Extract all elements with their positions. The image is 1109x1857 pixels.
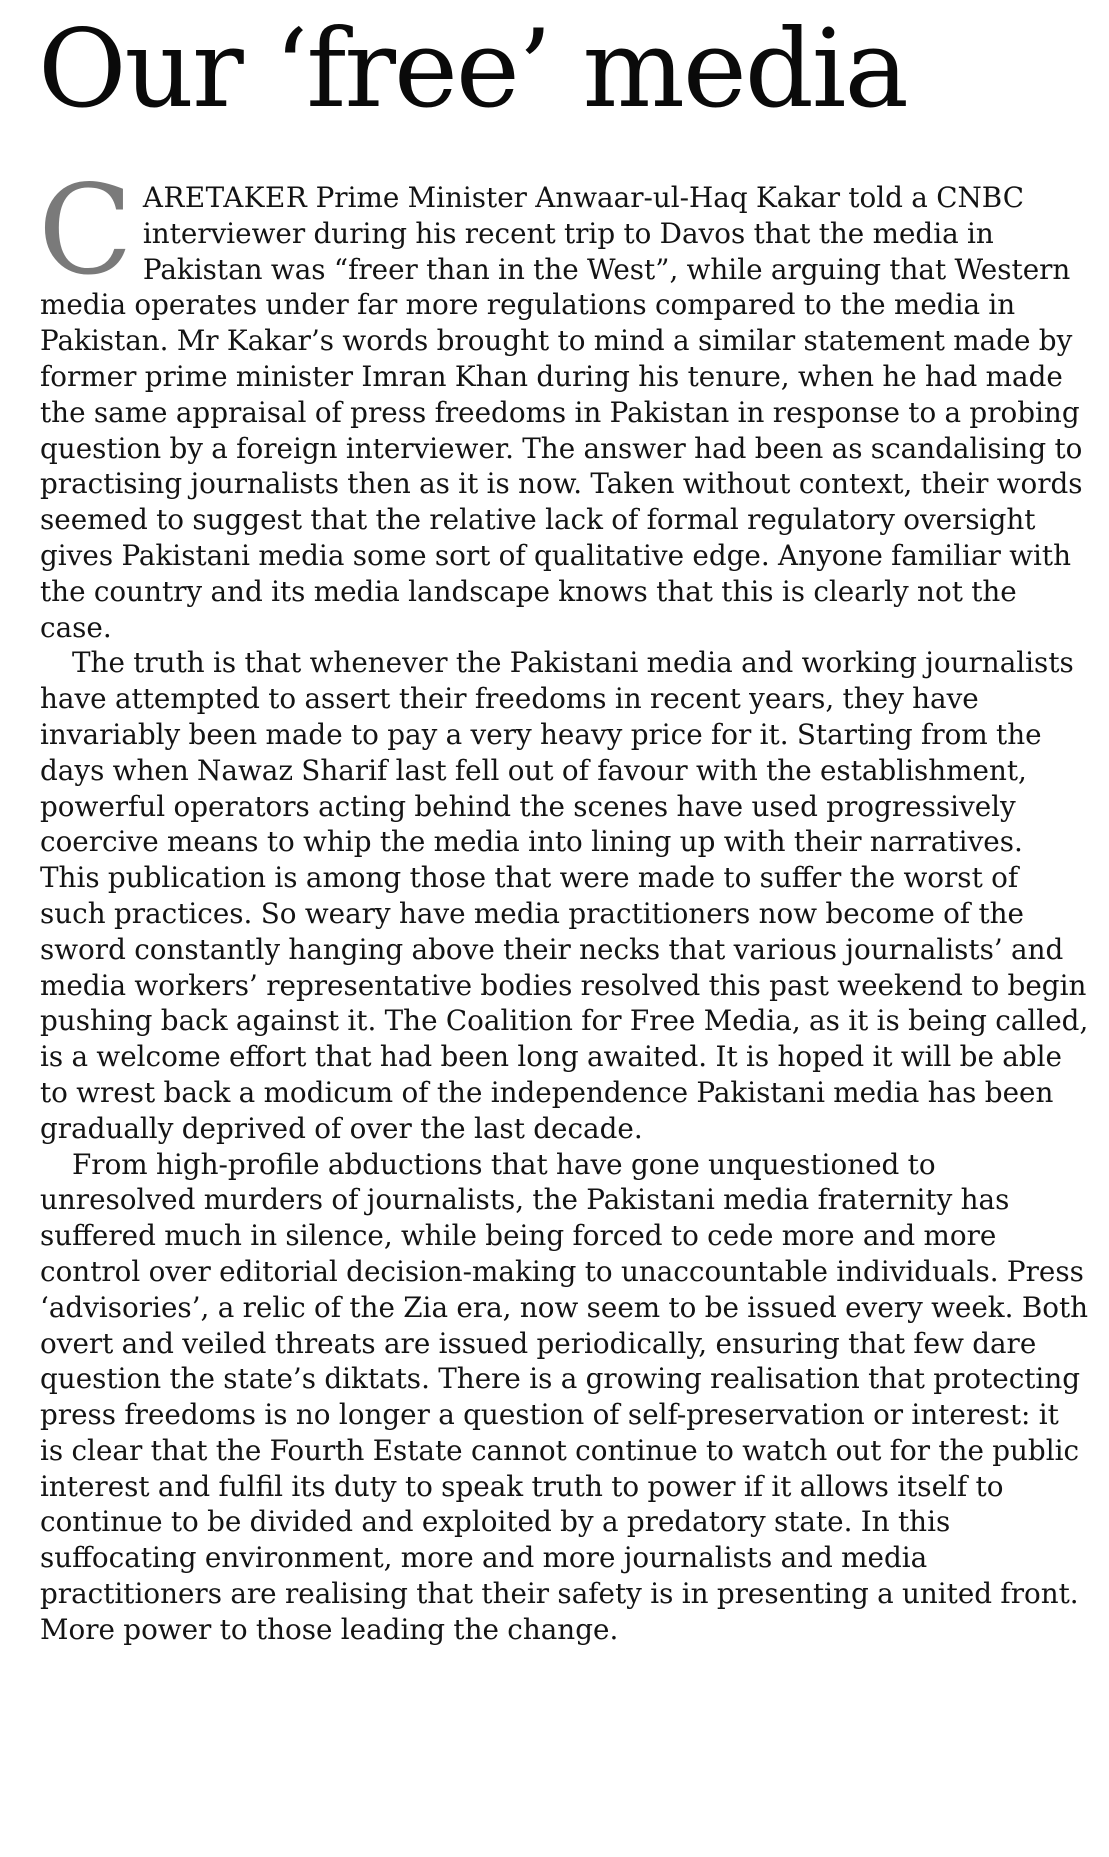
paragraph-3: From high-profile abductions that have gone unquestioned to unresolved murders of journalists, the Pakistani media fraternity has suffered much in silence, while being forced to cede more and more control over editorial decision-making to unaccountable individuals. Press ‘advisories’, a relic of the Zia era, now seem to be issued every week. Both overt and veiled threats are issued periodically, ensuring that few dare question the state’s diktats. There is a growing realisation that protecting press freedoms is no longer a question of self-preservation or interest: it is clear that the Fourth Estate cannot continue to watch out for the public interest and fulfil its duty to speak truth to power if it allows itself to continue to be divided and exploited by a predatory state. In this suffocating environment, more and more journalists and media practitioners are realising that their safety is in presenting a united front. More power to those leading the change. xyxy=(40,1147,1089,1646)
paragraph-2: The truth is that whenever the Pakistani media and working journalists have attempted to assert their freedoms in recent years, they have invariably been made to pay a very heavy price for it. Starting from the days when Nawaz Sharif last fell out of favour with the establishment, powerful operators acting behind the scenes have used progressively coercive means to whip the media into lining up with their narratives. This publication is among those that were made to suffer the worst of such practices. So weary have media practitioners now become of the sword constantly hanging above their necks that various journalists’ and media workers’ representative bodies resolved this past weekend to begin pushing back against it. The Coalition for Free Media, as it is being called, is a welcome effort that had been long awaited. It is hoped it will be able to wrest back a modicum of the independence Pakistani media has been gradually deprived of over the last decade. xyxy=(40,646,1089,1145)
lead-in-caps: ARETAKER xyxy=(142,181,308,214)
editorial-article xyxy=(38,0,1090,1646)
article-body xyxy=(38,159,1090,1648)
headline: Our ‘free’ media xyxy=(38,7,907,132)
drop-cap: C xyxy=(38,159,133,303)
paragraph-1 xyxy=(38,159,1090,645)
paragraph-1-text: Prime Minister Anwaar-ul-Haq Kakar told a CNBC interviewer during his recent trip to Davos that the media in Pakistan was “freer than in the West”, while arguing that Western media operates under far more regulations compared to the media in Pakistan. Mr Kakar’s words brought to mind a similar statement made by former prime minister Imran Khan during his tenure, when he had made the same appraisal of press freedoms in Pakistan in response to a probing question by a foreign interviewer. The answer had been as scandalising to practising journalists then as it is now. Taken without context, their words seemed to suggest that the relative lack of formal regulatory oversight gives Pakistani media some sort of qualitative edge. Anyone familiar with the country and its media landscape knows that this is clearly not the case. xyxy=(40,181,1083,644)
